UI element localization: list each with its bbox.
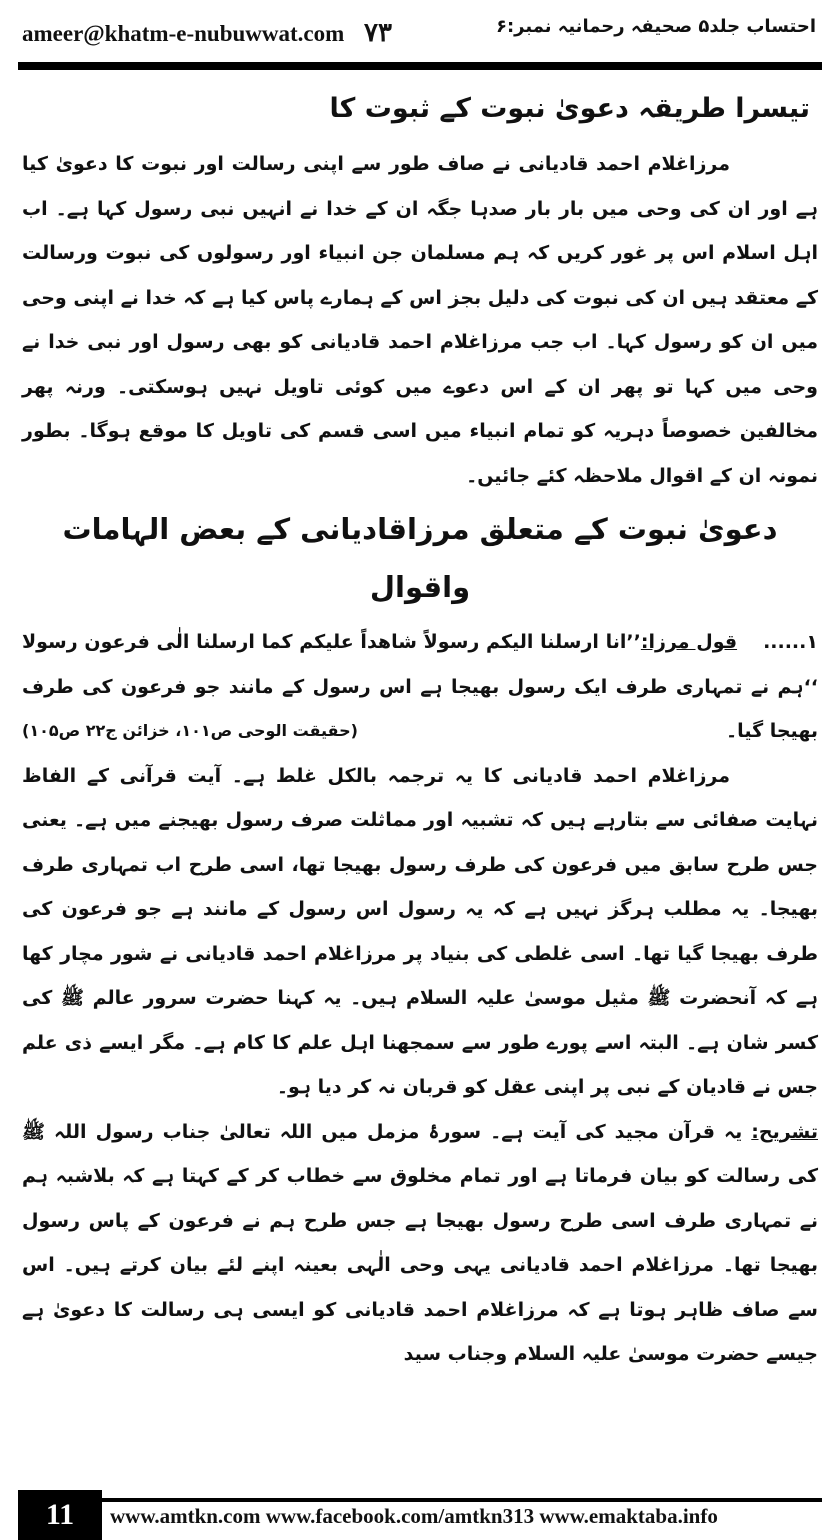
citation: (حقیقت الوحی ص۱۰۱، خزائن ج۲۲ ص۱۰۵) xyxy=(22,721,358,740)
qawl-paragraph xyxy=(22,620,818,754)
page-body xyxy=(22,84,818,1377)
tashreeh-paragraph xyxy=(22,1110,818,1377)
response-paragraph: مرزاغلام احمد قادیانی کا یہ ترجمہ بالکل غلط ہے۔ آیت قرآنی کے الفاظ نہایت صفائی سے بتارہے ہیں کہ تشبیہ اور مماثلت صرف رسول بھیجنے میں ہے۔ یعنی جس طرح سابق میں فرعون کی طرف رسول بھیجا تھا، اسی طرح اب تمہاری طرف بھیجا۔ یہ مطلب ہرگز نہیں ہے کہ یہ رسول اس رسول کے مانند ہے جو فرعون کی طرف بھیجا گیا تھا۔ اسی غلطی کی بنیاد پر مرزاغلام احمد قادیانی نے شور مچار کھا ہے کہ آنحضرت ﷺ مثیل موسیٰ علیہ السلام ہیں۔ یہ کہنا حضرت سرور عالم ﷺ کی کسر شان ہے۔ البتہ اسے پورے طور سے سمجھنا اہل علم کا کام ہے۔ مگر ایسے ذی علم جس نے قادیان کے نبی پر اپنی عقل کو قربان نہ کر دیا ہو۔ xyxy=(22,764,818,1098)
paragraph-claim-of-prophethood: مرزاغلام احمد قادیانی نے صاف طور سے اپنی رسالت اور نبوت کا دعویٰ کیا ہے اور ان کی وحی میں بار بار صدہا جگہ ان کے خدا نے انہیں نبی رسول کہا ہے۔ اب اہل اسلام اس پر غور کریں کہ ہم مسلمان جن انبیاء اور رسولوں کی نبوت ورسالت کے معتقد ہیں ان کی نبوت کی دلیل بجز اس کے ہمارے پاس کیا ہے کہ خدا نے اپنی وحی میں ان کو رسول کہا۔ اب جب مرزاغلام احمد قادیانی کو بھی رسول اور نبی خدا نے وحی میں کہا تو پھر ان کے اس دعوے میں کوئی تاویل نہیں ہوسکتی۔ ورنہ پھر مخالفین خصوصاً دہریہ کو تمام انبیاء میں اسی قسم کی تاویل کا موقع ہوگا۔ بطور نمونہ ان کے اقوال ملاحظہ کئے جائیں۔ xyxy=(22,153,818,487)
header-rule xyxy=(18,62,822,70)
tashreeh-text: یہ قرآن مجید کی آیت ہے۔ سورۂ مزمل میں اللہ تعالیٰ جناب رسول اللہ ﷺ کی رسالت کو بیان فرماتا ہے اور تمام مخلوق سے خطاب کر کے کہتا ہے کہ بلاشبہ ہم نے تمہاری طرف اسی طرح رسول بھیجا ہے جس طرح ہم نے فرعون کے پاس رسول بھیجا تھا۔ مرزاغلام احمد قادیانی یہی وحی الٰہی بعینہ اپنے لئے بیان کرتے ہیں۔ اس سے صاف ظاہر ہوتا ہے کہ مرزاغلام احمد قادیانی کو ایسی ہی رسالت کا دعویٰ ہے جیسے حضرت موسیٰ علیہ السلام وجناب سید xyxy=(22,1120,818,1365)
page-number: ۷۳ xyxy=(364,18,392,47)
tashreeh-label: تشریح: xyxy=(751,1120,818,1143)
header-left xyxy=(22,18,392,48)
qawl-label: قول مرزا: xyxy=(640,631,738,653)
section-heading-third-method: تیسرا طریقہ دعویٰ نبوت کے ثبوت کا xyxy=(329,93,810,124)
page-footer xyxy=(0,1490,840,1540)
footer-websites: www.amtkn.com www.facebook.com/amtkn313 www.emaktaba.info xyxy=(110,1504,718,1528)
footer-page-box: 11 xyxy=(18,1490,102,1540)
page-header xyxy=(0,0,840,70)
qawl-text: ’’انا ارسلنا الیکم رسولاً شاھداً علیکم کما ارسلنا الٰی فرعون رسولا ‘‘ہم نے تمہاری طرف ایک رسول بھیجا ہے اس رسول کے مانند جو فرعون کی طرف بھیجا گیا۔ xyxy=(22,631,818,742)
book-title: احتساب جلد۵ صحیفہ رحمانیہ نمبر:۶ xyxy=(495,16,816,37)
footer-rule xyxy=(102,1498,822,1502)
header-email: ameer@khatm-e-nubuwwat.com xyxy=(22,21,345,46)
item-number: ۱...... xyxy=(763,631,818,653)
section-heading-revelations: دعویٰ نبوت کے متعلق مرزاقادیانی کے بعض الہامات واقوال xyxy=(62,512,778,604)
